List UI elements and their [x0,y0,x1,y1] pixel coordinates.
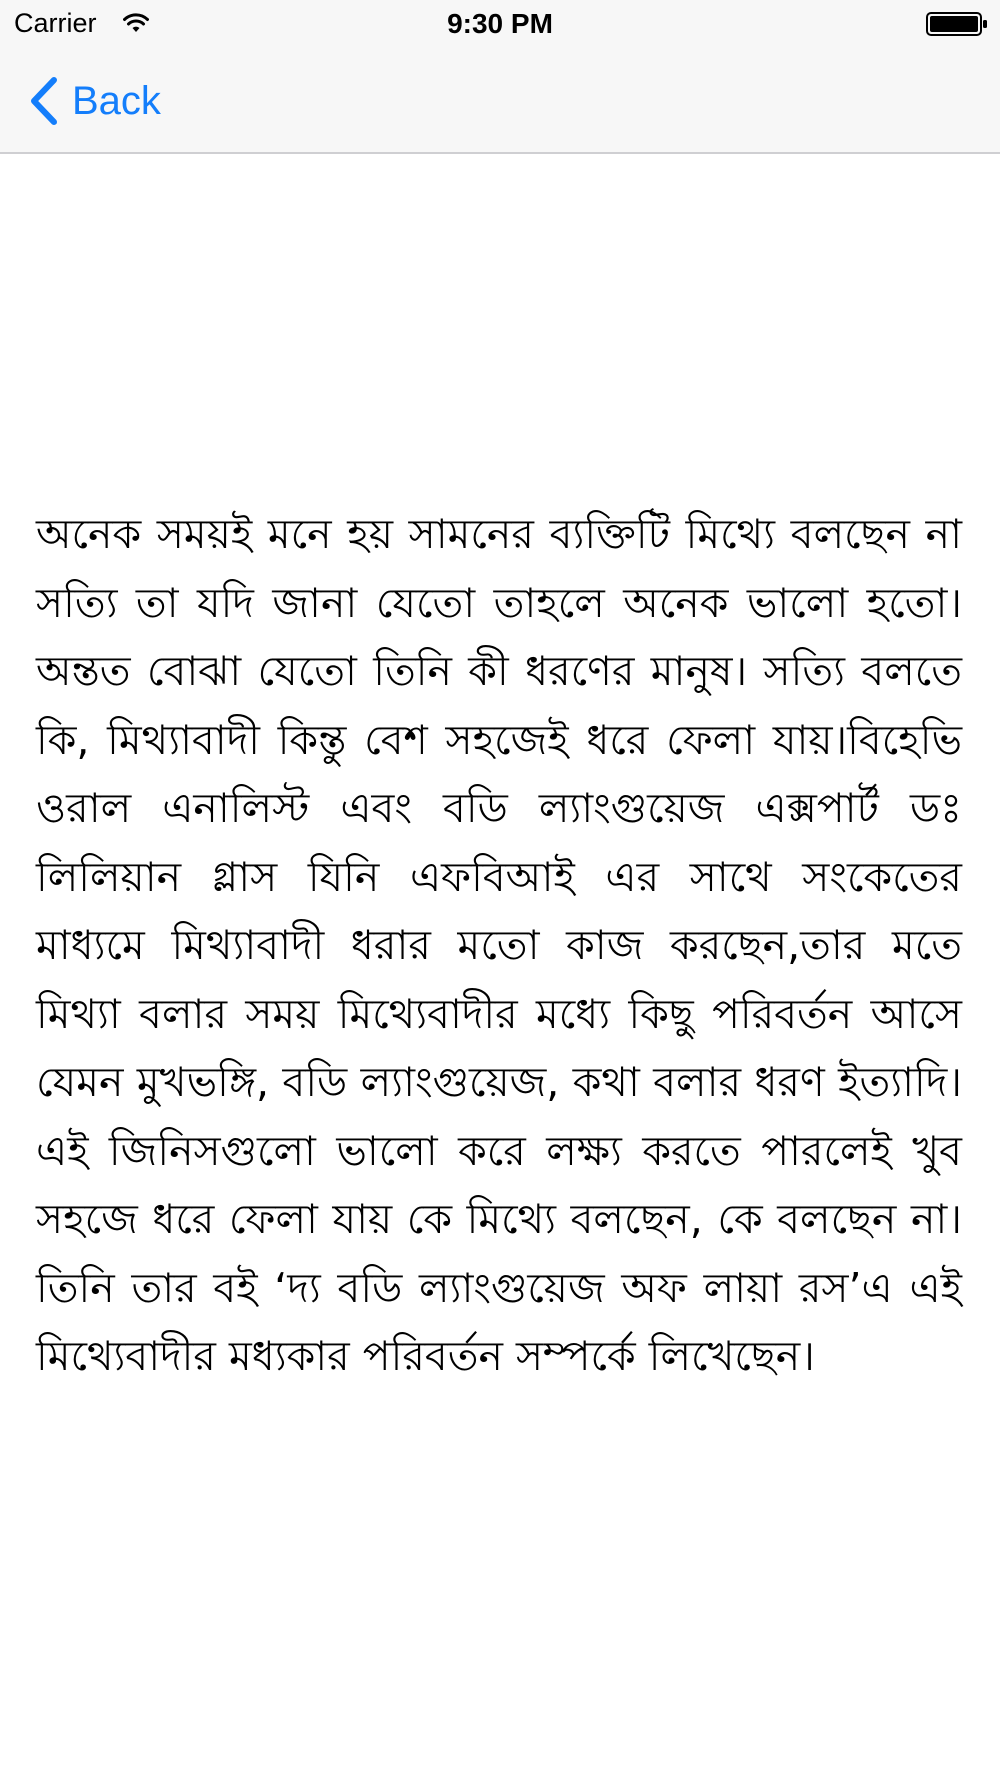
article-text: অনেক সময়ই মনে হয় সামনের ব্যক্তিটি মিথ্যে বলছেন না সত্যি তা যদি জানা যেতো তাহলে অনেক ভালো হতো। অন্তত বোঝা যেতো তিনি কী ধরণের মানুষ। সত্যি বলতে কি, মিথ্যাবাদী কিন্তু বেশ সহজেই ধরে ফেলা যায়।বিহেভি ওরাল এনালিস্ট এবং বডি ল্যাংগুয়েজ এক্সপার্ট ডঃ লিলিয়ান গ্লাস যিনি এফবিআই এর সাথে সংকেতের মাধ্যমে মিথ্যাবাদী ধরার মতো কাজ করছেন,তার মতে মিথ্যা বলার সময় মিথ্যেবাদীর মধ্যে কিছু পরিবর্তন আসে যেমন মুখভঙ্গি, বডি ল্যাংগুয়েজ, কথা বলার ধরণ ইত্যাদি।এই জিনিসগুলো ভালো করে লক্ষ্য করতে পারলেই খুব সহজে ধরে ফেলা যায় কে মিথ্যে বলছেন, কে বলছেন না। তিনি তার বই ‘দ্য বডি ল্যাংগুয়েজ অফ লায়া রস’এ এই মিথ্যেবাদীর মধ্যকার পরিবর্তন সম্পর্কে লিখেছেন। [36,510,962,1380]
clock-time: 9:30 PM [447,8,553,39]
carrier-label: Carrier [14,8,97,38]
top-chrome [0,0,1000,154]
chevron-left-icon [26,76,60,126]
back-button-label: Back [72,78,161,123]
navigation-bar [0,48,1000,152]
status-bar [0,0,1000,48]
back-button[interactable] [26,76,161,126]
battery-icon [926,12,988,36]
